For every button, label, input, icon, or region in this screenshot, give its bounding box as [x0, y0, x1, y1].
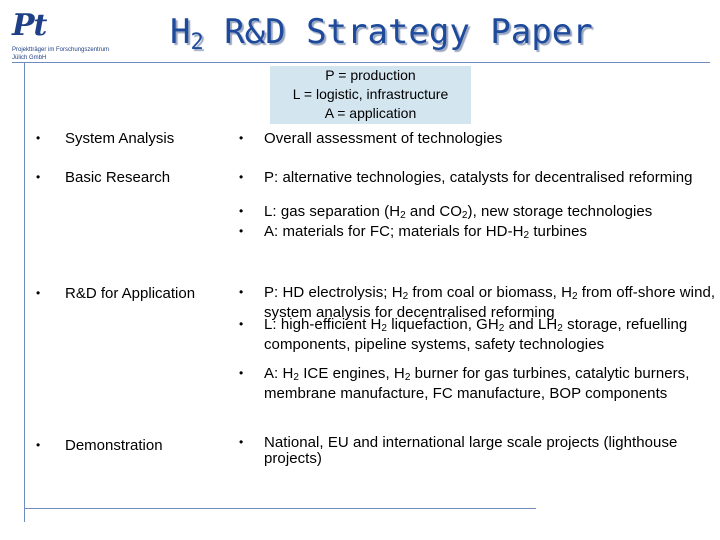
item-bullet: • — [239, 170, 244, 184]
item-text: P: HD electrolysis; $H_2$ from coal or biomass, $H_2$ from off-shore wind, system analysis for decentralised reforming — [264, 284, 716, 321]
row-label-demonstration: Demonstration — [65, 437, 163, 454]
item-bullet: • — [239, 285, 244, 299]
title-text: R&D Strategy Paper — [203, 12, 593, 52]
item-bullet: • — [239, 131, 244, 145]
item-text: L: high-efficient $H_2$ liquefaction, $GH_2$ and $LH_2$ storage, refuelling components, pipeline systems, safety technologies — [264, 316, 688, 353]
item-text: A: $H_2$ ICE engines, $H_2$ burner for gas turbines, catalytic burners, membrane manufacture, FC manufacture, BOP components — [264, 365, 690, 402]
header-divider — [12, 62, 710, 63]
legend-line-logistic: L = logistic, infrastructure — [292, 86, 449, 102]
subscript: 2 — [571, 291, 578, 302]
subscript: 2 — [381, 323, 388, 334]
legend-box — [270, 66, 471, 124]
item-bullet: • — [239, 317, 244, 331]
pt-logo — [12, 8, 112, 66]
item-bullet: • — [239, 435, 244, 449]
logo-subtitle: Projektträger im Forschungszentrum Jülich GmbH — [12, 47, 110, 61]
item-bullet: • — [239, 204, 244, 218]
row-label-rd-for-application: R&D for Application — [65, 285, 196, 302]
subscript: 2 — [404, 372, 411, 383]
row-bullet: • — [36, 131, 41, 145]
page-title — [170, 8, 593, 67]
item-text: L: gas separation ($H_2$ and $CO_2$), new storage technologies — [264, 203, 653, 221]
subscript: 2 — [461, 210, 468, 221]
subscript: 2 — [498, 323, 505, 334]
title-prefix: H — [170, 12, 191, 52]
item-text: P: alternative technologies, catalysts for decentralised reforming — [264, 169, 693, 186]
title-subscript: 2 — [190, 30, 204, 55]
subscript: 2 — [400, 210, 406, 221]
row-bullet: • — [36, 438, 41, 452]
row-bullet: • — [36, 170, 41, 184]
legend-line-application: A = application — [324, 105, 417, 121]
row-label-basic-research: Basic Research — [65, 169, 171, 186]
item-text: Overall assessment of technologies — [264, 130, 503, 147]
row-label-system-analysis: System Analysis — [65, 130, 175, 147]
legend-line-production: P = production — [325, 67, 416, 83]
row-bullet: • — [36, 286, 41, 300]
item-text: National, EU and international large scale projects (lighthouse projects) — [264, 434, 678, 467]
item-bullet: • — [239, 224, 244, 238]
left-divider — [24, 62, 25, 522]
item-text: A: materials for FC; materials for $HD-H_2$ turbines — [264, 223, 588, 241]
subscript: 2 — [293, 372, 299, 383]
subscript: 2 — [402, 291, 409, 302]
subscript: 2 — [557, 323, 563, 334]
logo-mark: Pt — [12, 8, 47, 43]
bottom-divider — [24, 508, 536, 509]
subscript: 2 — [523, 230, 530, 241]
item-bullet: • — [239, 366, 244, 380]
